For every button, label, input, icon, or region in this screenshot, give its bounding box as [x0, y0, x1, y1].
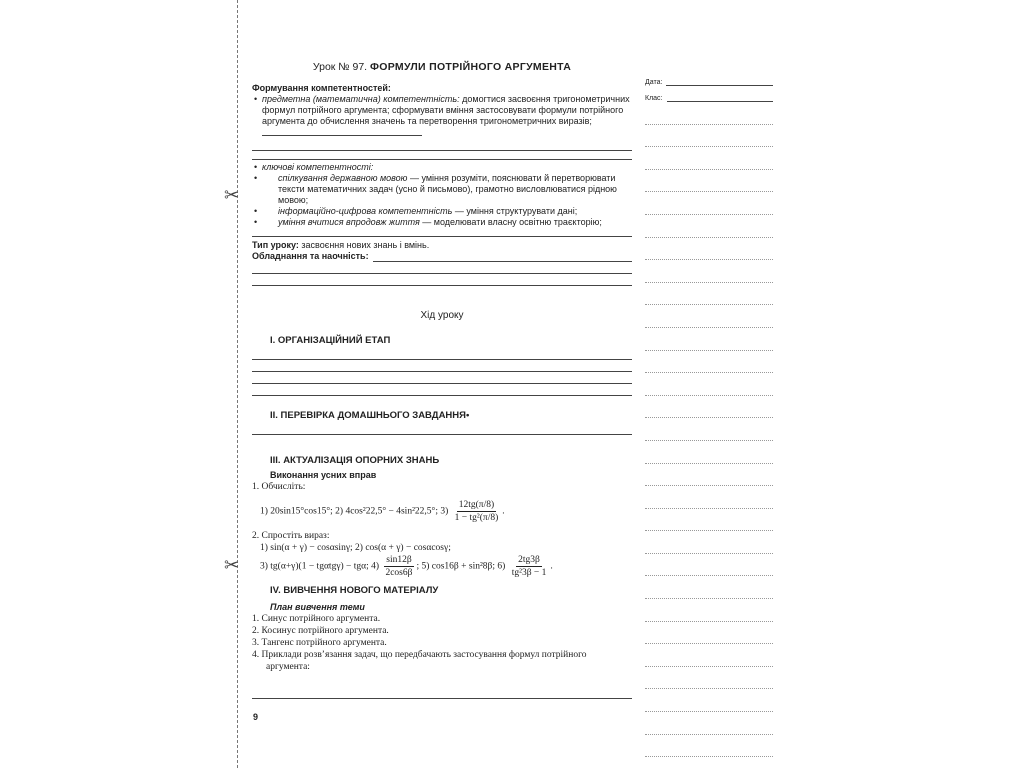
dotted-line — [645, 125, 773, 148]
lesson-title — [252, 62, 632, 73]
lesson-plan — [252, 62, 632, 699]
scissors-icon: ✂ — [224, 185, 240, 205]
blank-line — [262, 127, 422, 136]
lesson-type: Тип уроку: засвоєння нових знань і вмінь. — [252, 240, 430, 250]
plan-item: 3. Тангенс потрійного аргумента. — [252, 638, 387, 648]
progress-heading: Хід уроку — [420, 310, 464, 321]
dotted-line — [645, 351, 773, 374]
section-actualization: ІІІ. АКТУАЛІЗАЦІЯ ОПОРНИХ ЗНАНЬ — [270, 455, 440, 466]
dotted-line — [645, 192, 773, 215]
blank-line — [252, 348, 632, 360]
key-competencies — [252, 162, 632, 173]
notes-sidebar — [645, 70, 773, 757]
fraction: $\frac{\sin 12\beta}{2\cos 6\beta}$ — [385, 555, 413, 578]
blank-line — [252, 139, 632, 151]
scissors-icon: ✂ — [224, 555, 240, 575]
dotted-line — [645, 215, 773, 238]
key-item: • інформаційно-цифрова компетентність — уміння структурувати дані; — [252, 206, 632, 217]
plan-item: 1. Синус потрійного аргумента. — [252, 614, 381, 624]
dotted-line — [645, 509, 773, 532]
dotted-line — [645, 305, 773, 328]
blank-line — [252, 360, 632, 372]
task-2-expressions: 3) tg(α+γ)(1 − tgαtgγ) − tgα; 4) $\frac{\sin 12\beta}{2\cos 6\beta}$ ; 5) cos16β + sin²8β; 6) $\frac{2tg3\beta}{\text{tg²3β − 1}}$ . — [260, 555, 553, 578]
competencies-heading: Формування компетентностей: — [252, 83, 391, 93]
oral-heading: Виконання усних вправ — [270, 470, 377, 480]
blank-line — [252, 228, 632, 237]
dotted-line — [645, 418, 773, 441]
dotted-line — [645, 599, 773, 622]
cut-line — [237, 0, 238, 768]
dotted-line — [645, 396, 773, 419]
blank-line — [252, 384, 632, 396]
dotted-line — [645, 667, 773, 690]
dotted-line — [645, 441, 773, 464]
section-homework: ІІ. ПЕРЕВІРКА ДОМАШНЬОГО ЗАВДАННЯ• — [270, 410, 470, 421]
dotted-line — [645, 554, 773, 577]
dotted-line — [645, 531, 773, 554]
plan-item: 4. Приклади розв’язання задач, що передбачають застосування формул потрійного аргумента: — [252, 650, 587, 672]
dotted-line — [645, 644, 773, 667]
blank-line — [252, 262, 632, 274]
dotted-note-lines — [645, 102, 773, 757]
task-1-expressions: 1) 20sin15°cos15°; 2) 4cos²22,5° − 4sin²22,5°; 3) $\frac{12tg(\pi/8)}{\text{1 − tg²(π/8)}}$ . — [260, 500, 505, 523]
blank-line — [373, 252, 632, 262]
dotted-line — [645, 486, 773, 509]
subject-competency-text: домогтися засвоєння тригонометричних формул потрійного аргумента; сформувати вміння застосовувати формули потрійного аргумента до обчислення значень та перетворення тригонометричних виразів; — [262, 94, 630, 126]
plan-heading: План вивчення теми — [270, 602, 365, 612]
class-field: Клас: — [645, 86, 773, 102]
dotted-line — [645, 170, 773, 193]
section-organizational: І. ОРГАНІЗАЦІЙНИЙ ЕТАП — [270, 335, 391, 346]
dotted-line — [645, 622, 773, 645]
blank-line — [252, 423, 632, 435]
section-new-material: IV. ВИВЧЕННЯ НОВОГО МАТЕРІАЛУ — [270, 585, 439, 596]
blank-line — [252, 372, 632, 384]
fraction: $\frac{2tg3\beta}{\text{tg²3β − 1}}$ — [511, 555, 547, 578]
dotted-line — [645, 238, 773, 261]
key-item: • уміння вчитися впродовж життя — моделювати власну освітню траєкторію; — [252, 217, 632, 228]
equipment: Обладнання та наочність: — [252, 251, 632, 262]
dotted-line — [645, 712, 773, 735]
dotted-line — [645, 576, 773, 599]
key-competencies-label: ключові компетентності: — [262, 162, 374, 172]
page-number: 9 — [253, 712, 259, 722]
blank-line — [252, 687, 632, 699]
date-field: Дата: — [645, 70, 773, 86]
blank-line — [252, 151, 632, 160]
plan-item: 2. Косинус потрійного аргумента. — [252, 626, 389, 636]
dotted-line — [645, 102, 773, 125]
dotted-line — [645, 283, 773, 306]
subject-competency-label: предметна (математична) компетентність: — [262, 94, 460, 104]
dotted-line — [645, 464, 773, 487]
dotted-line — [645, 260, 773, 283]
dotted-line — [645, 373, 773, 396]
dotted-line — [645, 147, 773, 170]
plan-list — [252, 613, 632, 673]
fraction: $\frac{12tg(\pi/8)}{\text{1 − tg²(π/8)}}$ — [454, 500, 499, 523]
task-1: 1. Обчисліть: 1) 20sin15°cos15°; 2) 4cos²22,5° − 4sin²22,5°; 3) $\frac{12tg(\pi/8)}{\text{1 − tg²(π/8)}}$ . 2. Спростіть вираз: 1) sin(α + γ) − cosαsinγ; 2) cos(α + γ) − cosαcosγ; 3) tg(α+γ)(1 − tgαtgγ) − tgα; 4) $\frac{\sin 12\beta}{2\cos 6\beta}$ ; 5) cos16β + sin²8β; 6) $\frac{2tg3\beta}{\text{tg²3β − 1}}$ . — [252, 481, 632, 579]
dotted-line — [645, 689, 773, 712]
lesson-number: Урок № 97. — [312, 61, 368, 73]
blank-line — [252, 274, 632, 286]
lesson-topic: ФОРМУЛИ ПОТРІЙНОГО АРГУМЕНТА — [370, 61, 572, 73]
subject-competency — [252, 94, 632, 139]
key-item: • спілкування державною мовою — уміння розуміти, пояснювати й перетворювати тексти математичних задач (усно й письмово), грамотно висловлюватися рідною мовою; — [252, 173, 632, 206]
dotted-line — [645, 735, 773, 758]
dotted-line — [645, 328, 773, 351]
